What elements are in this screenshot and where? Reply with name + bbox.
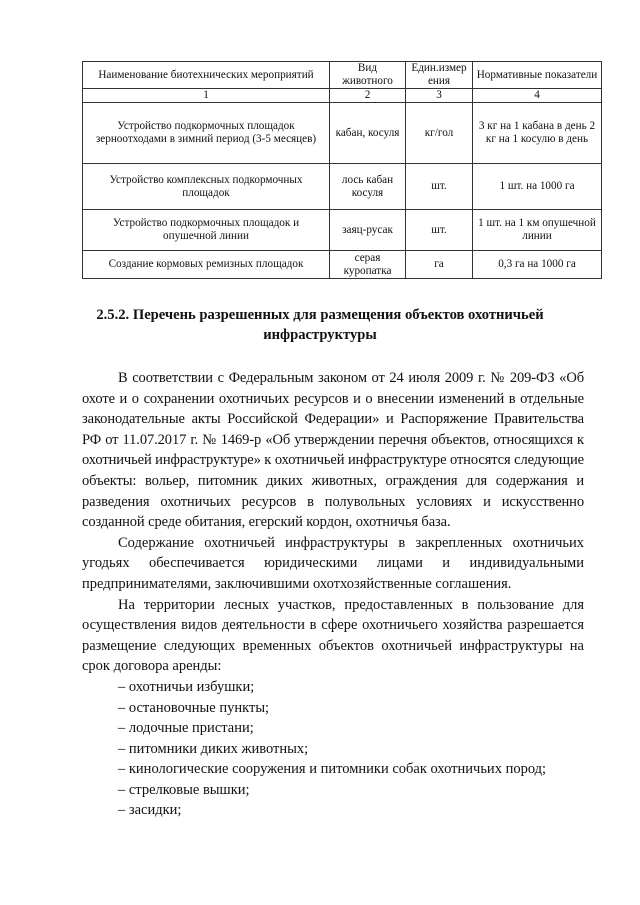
cell-norm: 1 шт. на 1 км опушечной линии bbox=[473, 210, 602, 251]
cell-unit: га bbox=[406, 251, 473, 279]
list-item: – засидки; bbox=[118, 802, 182, 819]
biotechnical-measures-table bbox=[82, 61, 602, 279]
cell-norm: 1 шт. на 1000 га bbox=[473, 164, 602, 210]
column-number: 4 bbox=[473, 89, 602, 103]
temporary-objects-list bbox=[82, 677, 584, 821]
cell-unit: шт. bbox=[406, 164, 473, 210]
cell-unit: кг/гол bbox=[406, 103, 473, 164]
section-heading: 2.5.2. Перечень разрешенных для размещения объектов охотничьей инфраструктуры bbox=[96, 307, 544, 343]
list-item: – охотничьи избушки; bbox=[118, 678, 255, 695]
cell-norm: 3 кг на 1 кабана в день 2 кг на 1 косулю в день bbox=[473, 103, 602, 164]
cell-name: Устройство подкормочных площадок зерноотходами в зимний период (3-5 месяцев) bbox=[83, 103, 330, 164]
header-species: Вид животного bbox=[330, 62, 406, 89]
list-item: – лодочные пристани; bbox=[118, 720, 254, 737]
table-row bbox=[83, 103, 602, 164]
list-item: – кинологические сооружения и питомники собак охотничьих пород; bbox=[118, 761, 547, 778]
body-text bbox=[82, 368, 584, 821]
cell-unit: шт. bbox=[406, 210, 473, 251]
table-column-numbers-row bbox=[83, 89, 602, 103]
paragraph-temporary-objects: На территории лесных участков, предоставленных в пользование для осуществления видов деятельности в сфере охотничьего хозяйства разрешается размещение следующих временных объектов охотничьей инфраструктуры на срок договора аренды: bbox=[82, 596, 584, 675]
header-unit: Един.измер ения bbox=[406, 62, 473, 89]
table-row bbox=[83, 251, 602, 279]
cell-name: Устройство комплексных подкормочных площадок bbox=[83, 164, 330, 210]
list-item: – остановочные пункты; bbox=[118, 699, 270, 716]
column-number: 2 bbox=[330, 89, 406, 103]
table-header-row bbox=[83, 62, 602, 89]
header-name: Наименование биотехнических мероприятий bbox=[83, 62, 330, 89]
cell-species: кабан, косуля bbox=[330, 103, 406, 164]
column-number: 3 bbox=[406, 89, 473, 103]
cell-name: Создание кормовых ремизных площадок bbox=[83, 251, 330, 279]
cell-species: заяц-русак bbox=[330, 210, 406, 251]
column-number: 1 bbox=[83, 89, 330, 103]
cell-species: лось кабан косуля bbox=[330, 164, 406, 210]
cell-species: серая куропатка bbox=[330, 251, 406, 279]
table-row bbox=[83, 210, 602, 251]
cell-name: Устройство подкормочных площадок и опушечной линии bbox=[83, 210, 330, 251]
table-row bbox=[83, 164, 602, 210]
paragraph-federal-law: В соответствии с Федеральным законом от 24 июля 2009 г. № 209-ФЗ «Об охоте и о сохранении охотничьих ресурсов и о внесении изменений в отдельные законодательные акты Российской Федерации» и Распоряжение Правительства РФ от 11.07.2017 г. № 1469-р «Об утверждении перечня объектов, относящихся к охотничьей инфраструктуре» к охотничьей инфраструктуре относятся следующие объекты: вольер, питомник диких животных, ограждения для содержания и разведения охотничьих ресурсов в полувольных условиях и искусственно созданной среде обитания, егерский кордон, охотничья база. bbox=[82, 370, 584, 531]
list-item: – питомники диких животных; bbox=[118, 740, 309, 757]
paragraph-maintenance: Содержание охотничьей инфраструктуры в закрепленных охотничьих угодьях обеспечивается юридическими лицами и индивидуальными предпринимателями, заключившими охотхозяйственные соглашения. bbox=[82, 534, 584, 592]
cell-norm: 0,3 га на 1000 га bbox=[473, 251, 602, 279]
header-norm: Нормативные показатели bbox=[473, 62, 602, 89]
list-item: – стрелковые вышки; bbox=[118, 781, 250, 798]
